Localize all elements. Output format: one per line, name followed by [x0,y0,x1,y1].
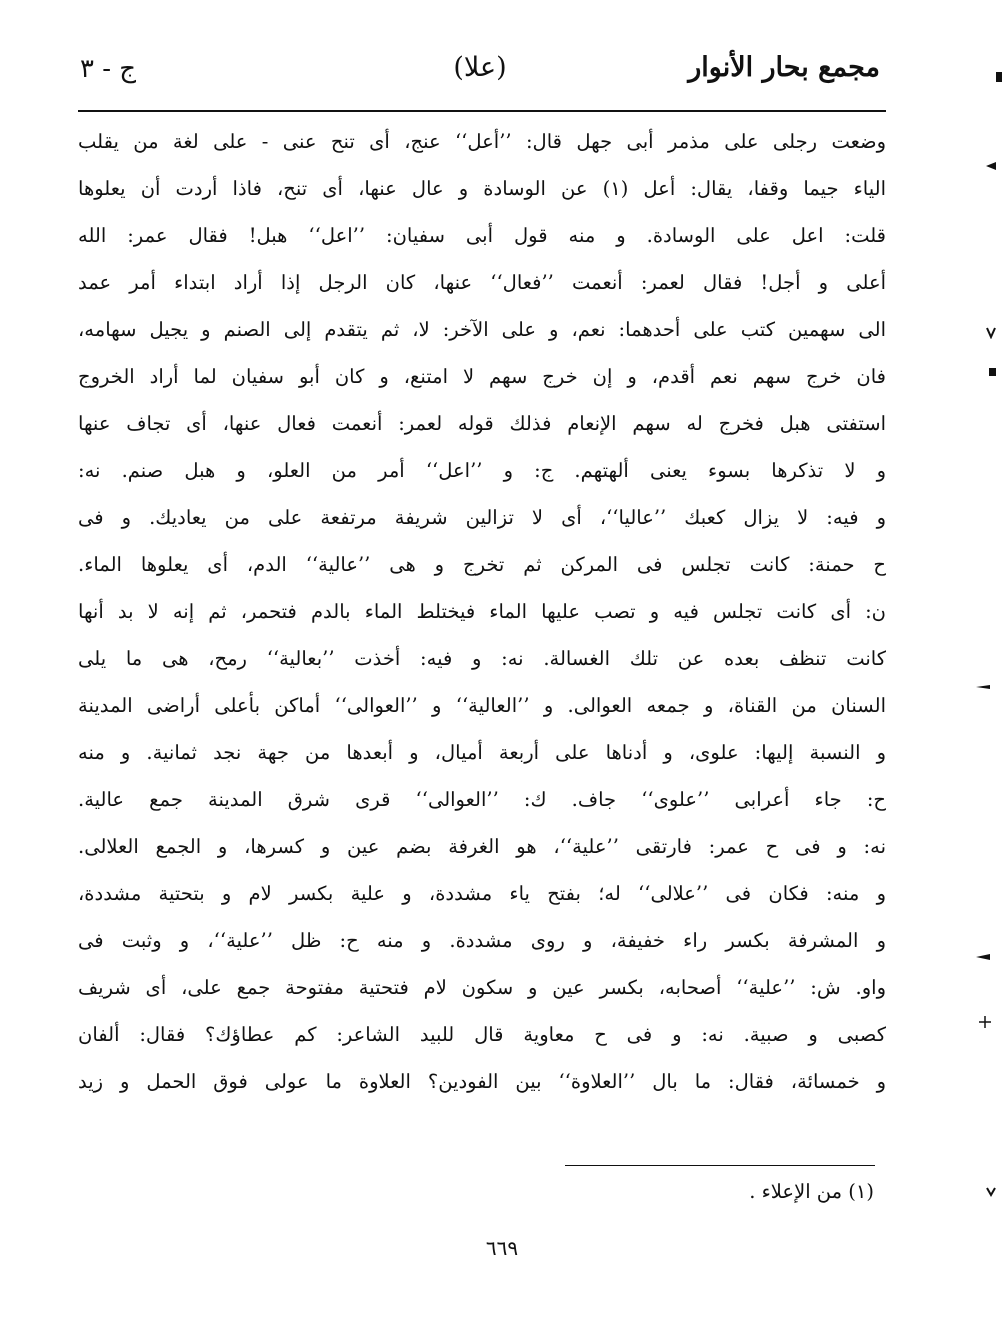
text-line: واو. ش: ’’علية‘‘ أصحابه، بكسر عين و سكون لام فتحتية مفتوحة جمع على، أى شريف [78,976,886,999]
header-rule [78,110,886,112]
scan-mark-icon [984,325,998,339]
text-line: و المشرفة بكسر راء خفيفة، و روى مشددة. و منه ح: ظل ’’علية‘‘، و وثبت فى [78,929,886,952]
text-line: قلت: اعل على الوسادة. و منه قول أبى سفيان: ’’اعل‘‘ هبل! فقال عمر: الله [78,224,886,247]
scan-mark-icon [984,1185,998,1199]
text-line: و خمسائة، فقال: ما بال ’’العلاوة‘‘ بين الفودين؟ العلاوة ما عولى فوق الحمل و زيد [78,1070,886,1093]
volume-number: ج - ٣ [80,54,137,84]
text-line: الياء جيما وقفا، يقال: أعل (١) عن الوسادة و عال عنها، أى تنح، فاذا أردت أن يعلوها [78,177,886,200]
scan-mark-icon [976,950,990,964]
text-line: كانت تنظف بعده عن تلك الغسالة. نه: و فيه: أخذت ’’بعالية‘‘ رمح، هى ما يلى [78,647,886,670]
text-line: نه: و فى ح عمر: فارتقى ’’علية‘‘، هو الغرفة بضم عين و كسرها، و الجمع العلالى. [78,835,886,858]
page-header [80,52,880,102]
page-number: ٦٦٩ [485,1236,519,1260]
text-line: أعلى و أجل! فقال لعمر: أنعمت ’’فعال‘‘ عنها، كان الرجل إذا أراد ابتداء أمر عمد [78,271,886,294]
text-line: الى سهمين كتب على أحدهما: نعم، و على الآخر: لا، ثم يتقدم إلى الصنم و يجيل سهامه، [78,318,886,341]
text-line: ن: أى كانت تجلس فيه و تصب عليها الماء فيختلط الماء بالدم فتحمر، ثم إنه لا بد أنها [78,600,886,623]
text-line: السنان من القناة، و جمعه العوالى. و ’’العالية‘‘ و ’’العوالى‘‘ أماكن بأعلى أراضى المدينة [78,694,886,717]
body-text [78,118,886,1105]
scan-mark-icon [984,160,998,174]
text-line: كصبى و صبية. نه: و فى ح معاوية قال للبيد الشاعر: كم عطاؤك؟ فقال: ألفان [78,1023,886,1046]
footnote-rule [565,1165,875,1166]
text-line: ح حمنة: كانت تجلس فى المركن ثم تخرج و هى ’’عالية‘‘ الدم، أى يعلوها الماء. [78,553,886,576]
text-line: ح: جاء أعرابى ’’علوى‘‘ جاف. ك: ’’العوالى‘‘ قرى شرق المدينة جمع عالية. [78,788,886,811]
book-title: مجمع بحار الأنوار [688,52,880,83]
text-line: وضعت رجلى على مذمر أبى جهل قال: ’’أعل‘‘ عنج، أى تنح عنى - على لغة من يقلب [78,130,886,153]
text-line: و لا تذكرها بسوء يعنى ألهتهم. ج: و ’’اعل‘‘ أمر من العلو، و هبل صنم. نه: [78,459,886,482]
text-line: و فيه: لا يزال كعبك ’’عاليا‘‘، أى لا تزالين شريفة مرتفعة على من يعاديك. و فى [78,506,886,529]
text-line: و منه: فكان فى ’’علالى‘‘ له؛ بفتح ياء مشددة، و علية بكسر لام و بتحتية مشددة، [78,882,886,905]
text-line: و النسبة إليها: علوى، و أدناها على أربعة أميال، و أبعدها من جهة نجد ثمانية. و منه [78,741,886,764]
scan-mark-icon [984,365,998,379]
footnote: (١) من الإعلاء . [749,1180,874,1203]
scan-mark-icon [978,1015,992,1029]
scan-mark-icon [976,680,990,694]
text-line: فان خرج سهم نعم أقدم، و إن خرج سهم لا امتنع، و كان أبو سفيان لما أراد الخروج [78,365,886,388]
text-line: استفتى هبل فخرج له سهم الإنعام فذلك قوله لعمر: أنعمت فعال عنها، أى تجاف عنها [78,412,886,435]
entry-heading: (علا) [453,52,507,83]
scan-mark-icon [990,70,1004,84]
